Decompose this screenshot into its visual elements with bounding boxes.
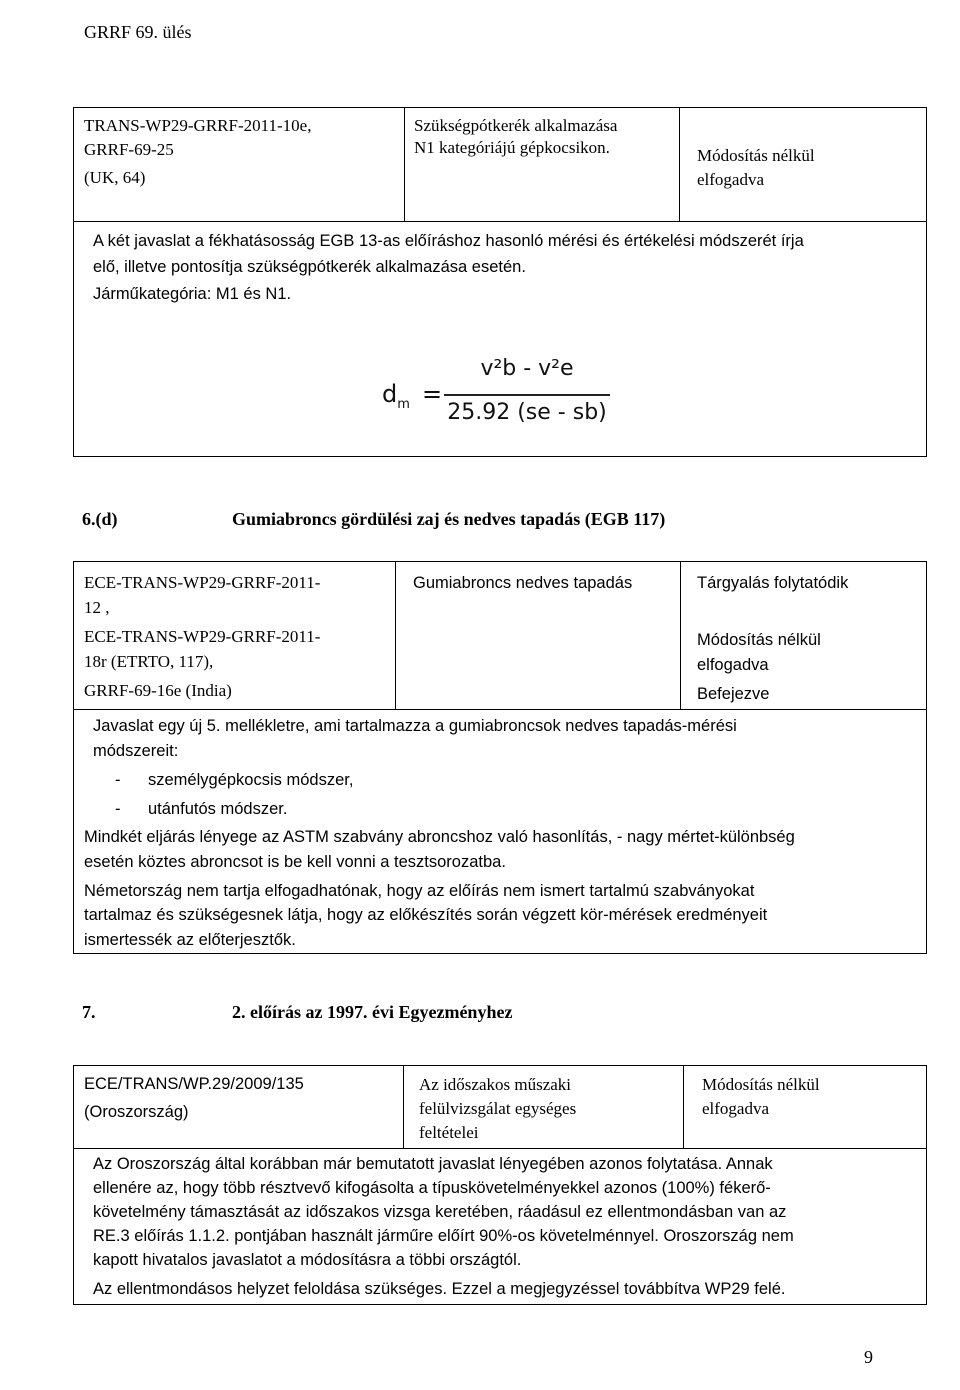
section-number: 7. [82, 1002, 96, 1022]
reference-line: ECE-TRANS-WP29-GRRF-2011- [84, 627, 321, 646]
reference-line: (Oroszország) [84, 1103, 189, 1121]
status-line: Befejezve [697, 685, 770, 703]
subject-line: N1 kategóriájú gépkocsikon. [414, 138, 610, 157]
formula-lhs: $d_m$ [382, 380, 410, 412]
status-line: elfogadva [702, 1099, 770, 1118]
reference-line: ECE/TRANS/WP.29/2009/135 [84, 1075, 304, 1093]
formula-fraction-bar [444, 394, 610, 396]
table-2-subject: Gumiabroncs nedves tapadás [413, 574, 633, 592]
vehicle-category: Járműkategória: M1 és N1. [93, 285, 292, 303]
subject-line: feltételei [419, 1123, 479, 1142]
formula-denominator: 25.92 (se - sb) [447, 400, 607, 425]
status-line: Módosítás nélkül [697, 146, 815, 165]
note-line: kapott hivatalos javaslatot a módosításra a többi országtól. [93, 1251, 522, 1269]
section-number: 6.(d) [82, 509, 118, 529]
status-line: Módosítás nélkül [697, 631, 821, 649]
bullet-item: utánfutós módszer. [148, 800, 288, 818]
status-line: Módosítás nélkül [702, 1075, 820, 1094]
note-line: elő, illetve pontosítja szükségpótkerék alkalmazása esetén. [93, 258, 526, 276]
note-line: Mindkét eljárás lényege az ASTM szabvány abroncshoz való hasonlítás, - nagy mértet-különbség [84, 828, 795, 846]
note-line: ismertessék az előterjesztők. [84, 931, 296, 949]
formula-equals: = [422, 380, 443, 408]
subject-line: felülvizsgálat egységes [419, 1099, 577, 1118]
note-line: módszereit: [93, 742, 179, 760]
page-header-title: GRRF 69. ülés [84, 22, 192, 42]
bullet-dash: - [115, 771, 121, 789]
note-line: Az Oroszország által korábban már bemutatott javaslat lényegében azonos folytatása. Annak [93, 1155, 773, 1173]
bullet-item: személygépkocsis módszer, [148, 771, 354, 789]
note-line: esetén köztes abroncsot is be kell vonni a tesztsorozatba. [84, 853, 506, 871]
note-line: Az ellentmondásos helyzet feloldása szükséges. Ezzel a megjegyzéssel továbbítva WP29 felé. [93, 1280, 786, 1298]
status-line: Tárgyalás folytatódik [697, 574, 849, 592]
reference-line: 12 , [84, 598, 110, 617]
reference-line: (UK, 64) [84, 168, 146, 187]
page-number: 9 [864, 1347, 873, 1367]
note-line: Javaslat egy új 5. mellékletre, ami tartalmazza a gumiabroncsok nedves tapadás-mérési [93, 717, 737, 735]
braking-distance-formula [378, 350, 618, 440]
bullet-dash: - [115, 800, 121, 818]
status-line: elfogadva [697, 656, 769, 674]
section-title: Gumiabroncs gördülési zaj és nedves tapadás (EGB 117) [232, 509, 666, 529]
note-line: RE.3 előírás 1.1.2. pontjában használt járműre előírt 90%-os követelménnyel. Oroszország nem [93, 1227, 794, 1245]
section-title: 2. előírás az 1997. évi Egyezményhez [232, 1002, 513, 1022]
subject-line: Az időszakos műszaki [419, 1075, 572, 1094]
formula-numerator: v²b - v²e [480, 356, 574, 381]
note-line: követelmény támasztását az időszakos vizsga keretében, ráadásul ez ellentmondásban van az [93, 1203, 787, 1221]
note-line: ellenére az, hogy több résztvevő kifogásolta a típuskövetelményekkel azonos (100%) fékerő- [93, 1179, 771, 1197]
reference-line: GRRF-69-16e (India) [84, 681, 232, 700]
reference-line: GRRF-69-25 [84, 140, 174, 159]
reference-line: ECE-TRANS-WP29-GRRF-2011- [84, 573, 321, 592]
subject-line: Szükségpótkerék alkalmazása [414, 116, 618, 135]
reference-line: TRANS-WP29-GRRF-2011-10e, [84, 116, 312, 135]
reference-line: 18r (ETRTO, 117), [84, 652, 214, 671]
note-line: tartalmaz és szükségesnek látja, hogy az előkészítés során végzett kör-mérések eredményeit [84, 906, 768, 924]
note-line: Németország nem tartja elfogadhatónak, hogy az előírás nem ismert tartalmú szabványokat [84, 882, 755, 900]
status-line: elfogadva [697, 170, 765, 189]
note-line: A két javaslat a fékhatásosság EGB 13-as előíráshoz hasonló mérési és értékelési módszerét írja [93, 232, 804, 250]
